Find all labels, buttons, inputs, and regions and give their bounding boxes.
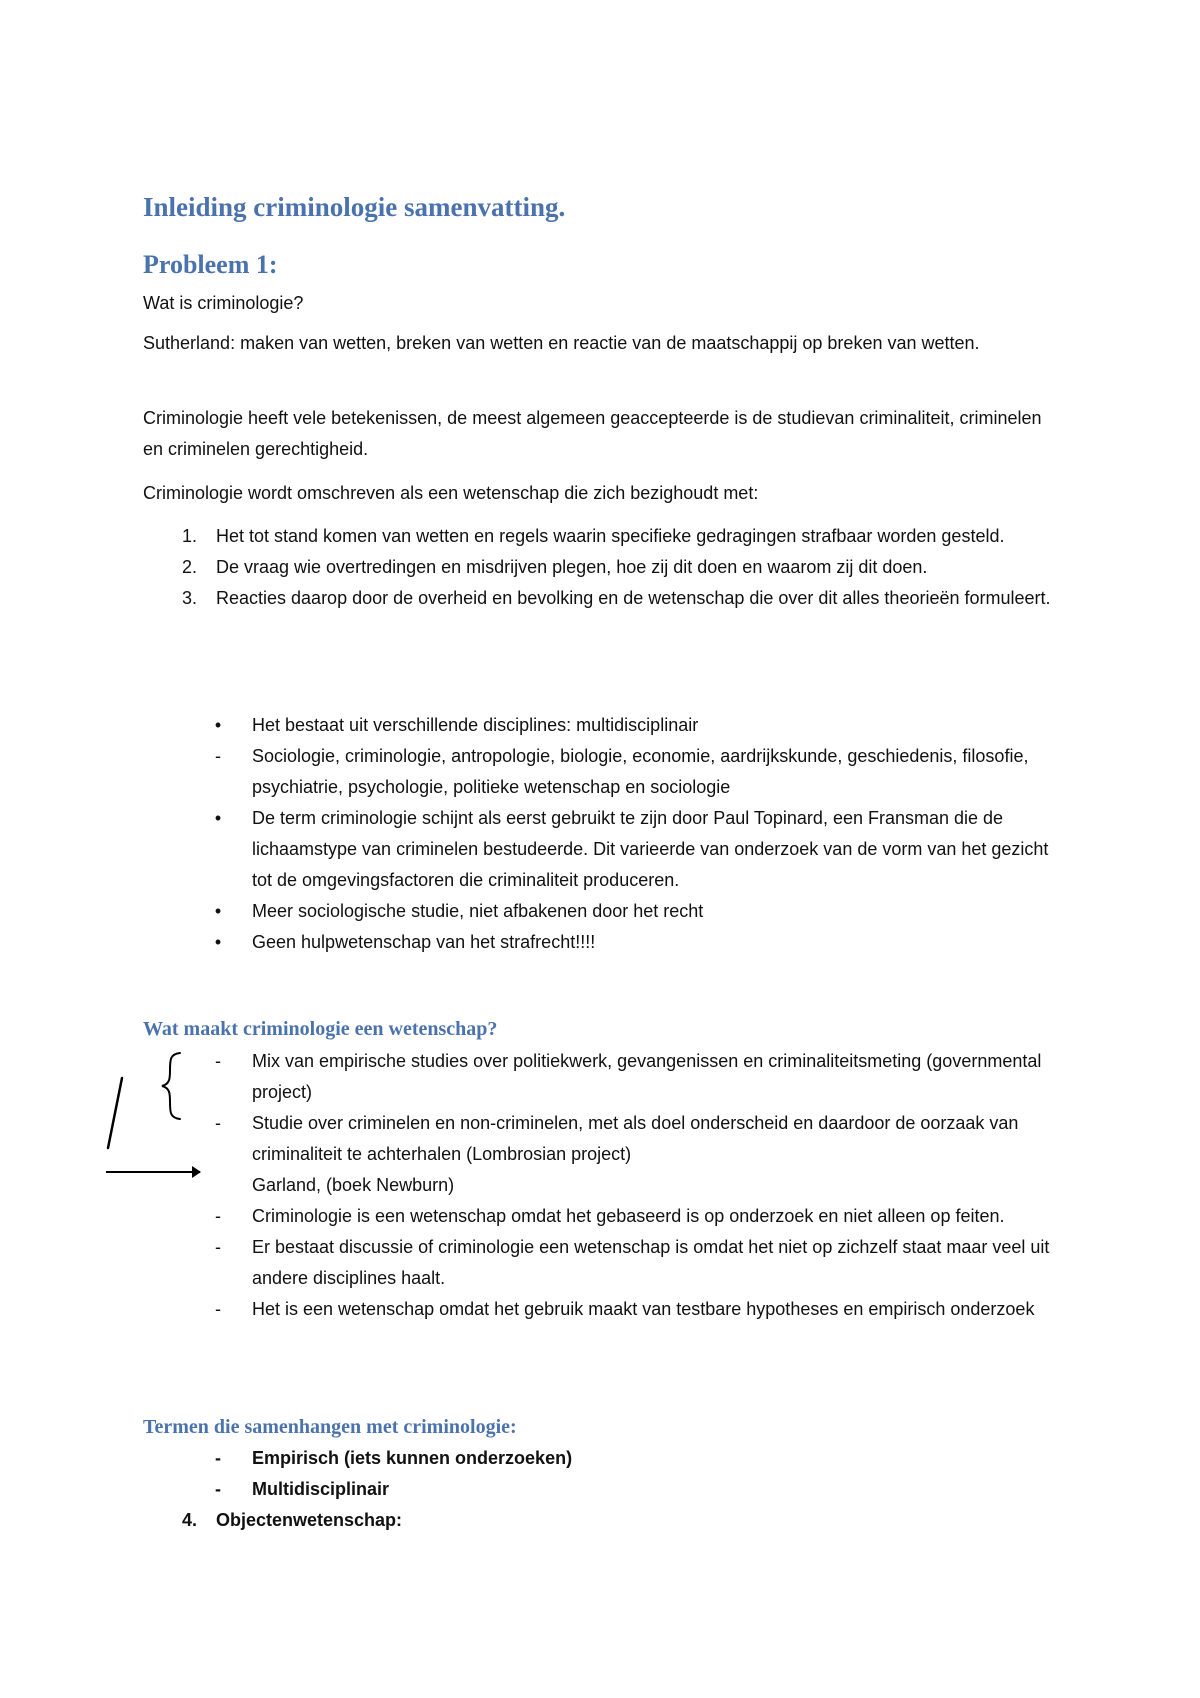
bullet-marker: • — [214, 808, 222, 828]
list-marker: 2. — [181, 557, 197, 577]
list-item — [0, 803, 1200, 896]
bullet-list — [0, 710, 1200, 958]
dash-marker: - — [215, 1206, 221, 1226]
list-item-text: Het is een wetenschap omdat het gebruik maakt van testbare hypotheses en empirisch onderzoek — [252, 1299, 1035, 1319]
list-item — [0, 1108, 1200, 1170]
list-item — [0, 1201, 1200, 1232]
list-item-text: Objectenwetenschap: — [216, 1510, 403, 1530]
list-item — [0, 583, 1200, 614]
list-item — [0, 1294, 1200, 1325]
list-item-text: Het tot stand komen van wetten en regels waarin specifieke gedragingen strafbaar worden gesteld. — [216, 526, 1005, 546]
problem-heading: Probleem 1: — [143, 250, 278, 279]
list-item-text: Geen hulpwetenschap van het strafrecht!!!! — [252, 932, 596, 952]
list-marker: 4. — [181, 1510, 197, 1530]
list-item — [0, 1232, 1200, 1294]
list-item-text: Multidisciplinair — [252, 1479, 390, 1499]
dash-marker: - — [215, 746, 221, 766]
bullet-marker: • — [214, 901, 222, 921]
bullet-marker: • — [214, 932, 222, 952]
list-item-text: De term criminologie schijnt als eerst gebruikt te zijn door Paul Topinard, een Fransman die de lichaamstype van criminelen bestudeerde. Dit varieerde van onderzoek van de vorm van het gezicht tot de omgevingsfactoren die criminaliteit produceren. — [252, 808, 1049, 890]
dash-marker: - — [215, 1051, 221, 1071]
list-item — [0, 1505, 1200, 1536]
document-title: Inleiding criminologie samenvatting. — [143, 192, 566, 222]
list-item — [0, 710, 1200, 741]
list-item — [0, 521, 1200, 552]
list-item-text: Reacties daarop door de overheid en bevolking en de wetenschap die over dit alles theorieën formuleert. — [216, 588, 1051, 608]
list-item-text: Garland, (boek Newburn) — [252, 1175, 455, 1195]
dash-marker: - — [215, 1479, 221, 1499]
list-item-text: Er bestaat discussie of criminologie een wetenschap is omdat het niet op zichzelf staat maar veel uit andere disciplines haalt. — [252, 1237, 1050, 1288]
list-item-text: Het bestaat uit verschillende disciplines: multidisciplinair — [252, 715, 699, 735]
numbered-list — [0, 521, 1200, 614]
list-item — [0, 1170, 1200, 1201]
list-item-text: Studie over criminelen en non-criminelen, met als doel onderscheid en daardoor de oorzaak van criminaliteit te achterhalen (Lombrosian project) — [252, 1113, 1019, 1164]
list-item-text: Mix van empirische studies over politiekwerk, gevangenissen en criminaliteitsmeting (governmental project) — [252, 1051, 1042, 1102]
list-item — [0, 741, 1200, 803]
dash-marker: - — [215, 1113, 221, 1133]
list-item-text: Sociologie, criminologie, antropologie, biologie, economie, aardrijkskunde, geschiedenis, filosofie, psychiatrie, psychologie, politieke wetenschap en sociologie — [252, 746, 1029, 797]
terms-list — [0, 1443, 1200, 1536]
list-item-text: Empirisch (iets kunnen onderzoeken) — [252, 1448, 573, 1468]
list-item-text: De vraag wie overtredingen en misdrijven plegen, hoe zij dit doen en waarom zij dit doen. — [216, 557, 928, 577]
section-heading-terms: Termen die samenhangen met criminologie: — [143, 1416, 517, 1438]
science-list — [0, 1046, 1200, 1325]
dash-marker: - — [215, 1237, 221, 1257]
list-item — [0, 896, 1200, 927]
described-paragraph: Criminologie wordt omschreven als een wetenschap die zich bezighoudt met: — [143, 483, 759, 503]
list-item — [0, 1474, 1200, 1505]
list-item-text: Meer sociologische studie, niet afbakenen door het recht — [252, 901, 704, 921]
bullet-marker: • — [214, 715, 222, 735]
list-item — [0, 1046, 1200, 1108]
list-marker: 3. — [181, 588, 197, 608]
list-marker: 1. — [181, 526, 197, 546]
list-item — [0, 1443, 1200, 1474]
sutherland-paragraph: Sutherland: maken van wetten, breken van wetten en reactie van de maatschappij op breken van wetten. — [143, 333, 980, 353]
dash-marker: - — [215, 1448, 221, 1468]
list-item — [0, 927, 1200, 958]
question-text: Wat is criminologie? — [143, 293, 304, 313]
dash-marker: - — [215, 1299, 221, 1319]
list-item-text: Criminologie is een wetenschap omdat het gebaseerd is op onderzoek en niet alleen op feiten. — [252, 1206, 1005, 1226]
list-item — [0, 552, 1200, 583]
meanings-paragraph: Criminologie heeft vele betekenissen, de meest algemeen geaccepteerde is de studievan criminaliteit, criminelen en criminelen gerechtigheid. — [143, 408, 1042, 459]
section-heading-science: Wat maakt criminologie een wetenschap? — [143, 1018, 498, 1040]
